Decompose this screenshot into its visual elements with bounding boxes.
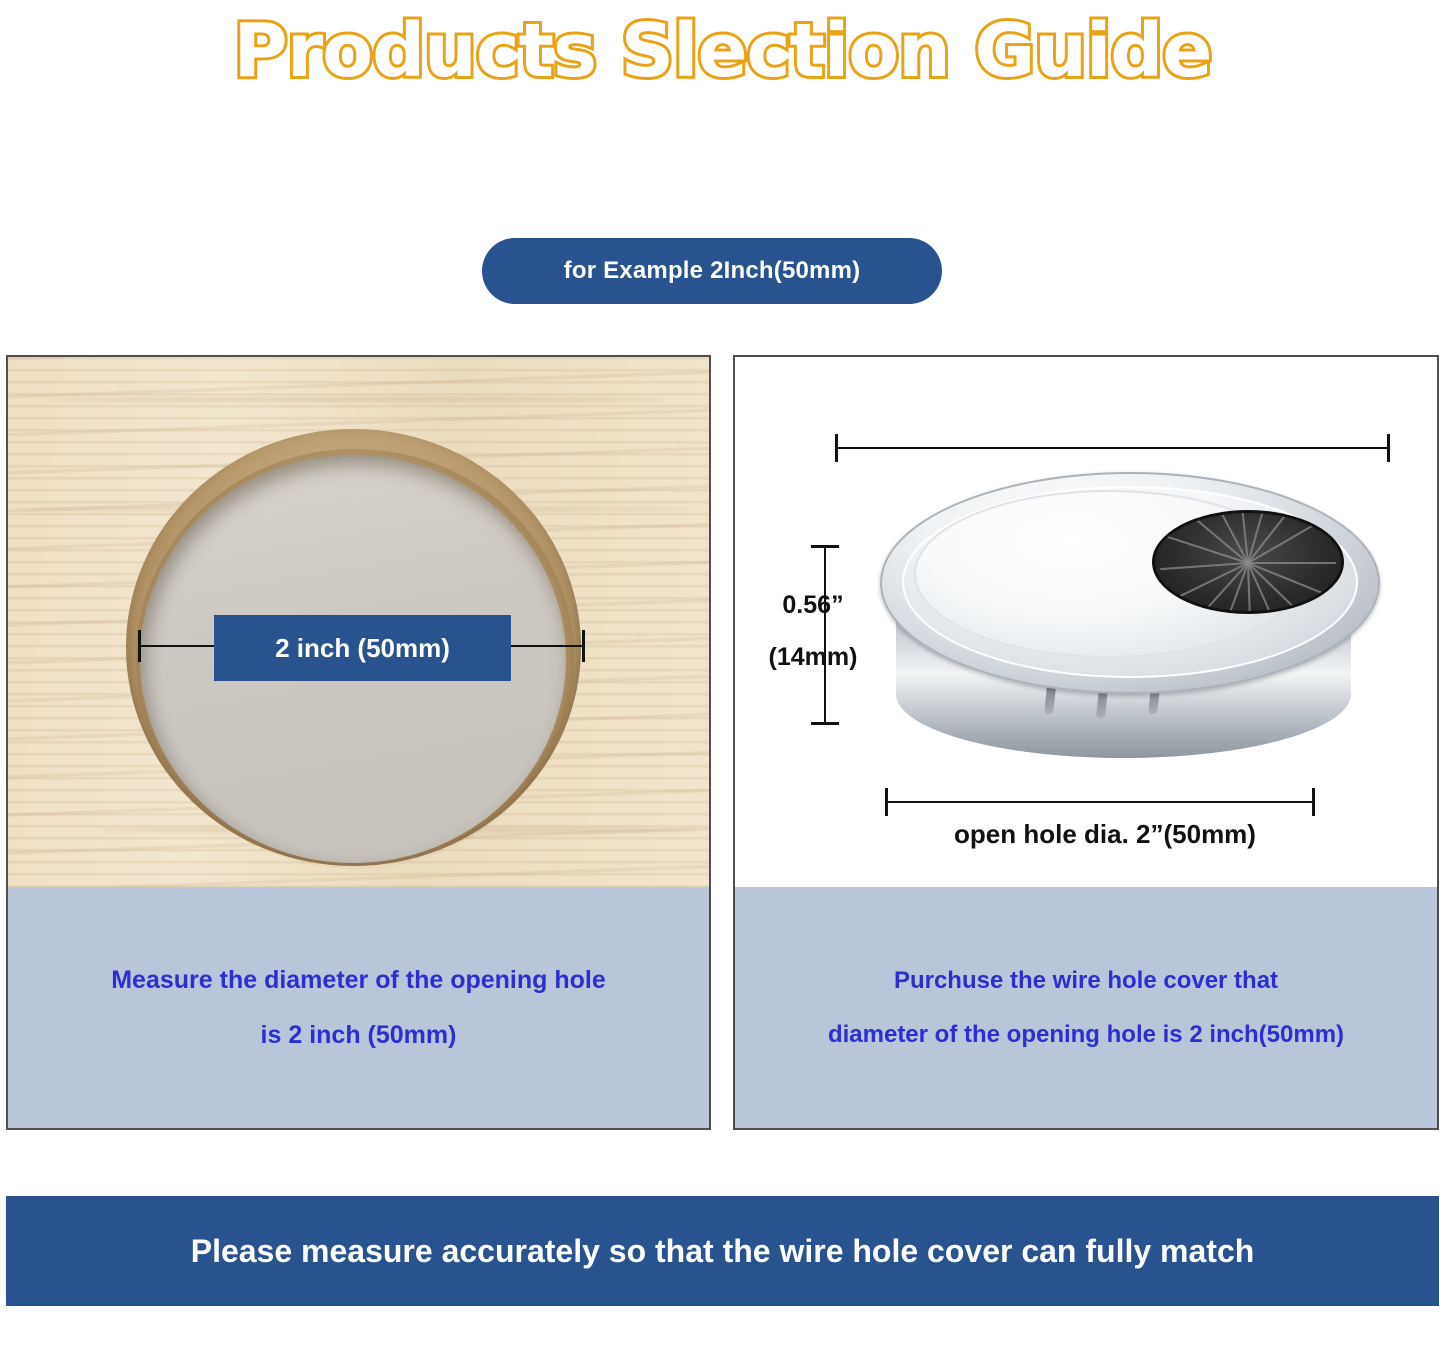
- panel-product-dimensions-caption: [735, 887, 1437, 1128]
- wire-hole-cover-product: [880, 472, 1380, 782]
- wood-board-photo: [8, 357, 709, 887]
- height-dimension-label: [753, 579, 873, 683]
- open-hole-dimension-arrow: [885, 801, 1315, 803]
- open-hole-dimension-label: open hole dia. 2”(50mm): [954, 819, 1256, 849]
- height-label-line-1: 0.56”: [782, 591, 844, 619]
- caption-line-1: Purchuse the wire hole cover that: [893, 966, 1279, 994]
- diameter-dimension-label: 2 inch (50mm): [214, 615, 511, 681]
- panel-measure-hole: [6, 355, 711, 1130]
- height-label-line-2: (14mm): [768, 643, 858, 671]
- page-title: Products Slection Guide: [233, 8, 1212, 94]
- example-badge: for Example 2Inch(50mm): [482, 238, 942, 304]
- caption-line-2: diameter of the opening hole is 2 inch(50mm): [827, 1020, 1345, 1048]
- grommet-illustration: [735, 357, 1437, 887]
- panel-product-dimensions: [733, 355, 1439, 1130]
- overall-width-dimension-arrow: [835, 447, 1390, 449]
- panel-measure-hole-caption: [8, 887, 709, 1128]
- cover-brush-cap-icon: [1152, 510, 1344, 614]
- footer-banner: Please measure accurately so that the wire hole cover can fully match: [6, 1196, 1439, 1306]
- caption-line-2: is 2 inch (50mm): [260, 1020, 457, 1049]
- page-title-wrapper: [0, 8, 1445, 94]
- caption-line-1: Measure the diameter of the opening hole: [111, 965, 606, 994]
- wood-grain-line: [48, 397, 668, 402]
